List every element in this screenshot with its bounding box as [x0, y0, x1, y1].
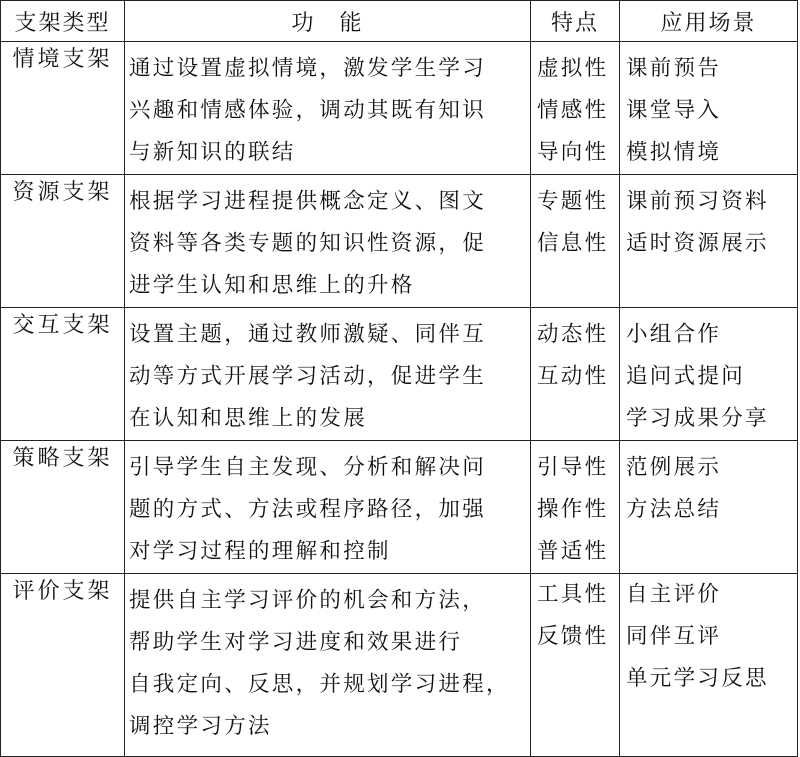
cell-function [125, 175, 531, 308]
function-text-line: 自我定向、反思，并规划学习进程， [129, 672, 510, 697]
function-text-line: 题的方式、方法或程序路径，加强 [129, 497, 487, 522]
cell-scene [620, 441, 798, 574]
feature-text-line: 虚拟性 [537, 56, 609, 81]
function-text-line: 在认知和思维上的发展 [129, 406, 368, 431]
function-text-line: 设置主题，通过教师激疑、同伴互 [129, 322, 487, 347]
feature-text-lines [531, 175, 619, 265]
function-text-lines [125, 42, 530, 174]
scene-text-line: 范例展示 [626, 455, 722, 480]
cell-feature [531, 42, 620, 175]
header-feature: 特点 [531, 1, 620, 42]
scene-text-lines [620, 42, 797, 174]
function-text-line: 引导学生自主发现、分析和解决问 [129, 455, 487, 480]
scene-text-line: 课前预告 [626, 56, 722, 81]
cell-scaffold-type: 交互支架 [1, 308, 125, 441]
feature-text-lines [531, 42, 619, 174]
table-header-row [1, 1, 798, 42]
scene-text-line: 自主评价 [626, 582, 722, 607]
scene-text-line: 追问式提问 [626, 364, 746, 389]
scene-text-line: 模拟情境 [626, 140, 722, 165]
cell-feature [531, 308, 620, 441]
header-function: 功 能 [125, 1, 531, 42]
cell-feature [531, 574, 620, 757]
cell-function [125, 308, 531, 441]
function-text-lines [125, 441, 530, 573]
cell-function [125, 441, 531, 574]
cell-scaffold-type: 评价支架 [1, 574, 125, 757]
feature-text-line: 互动性 [537, 364, 609, 389]
feature-text-line: 动态性 [537, 322, 609, 347]
function-text-line: 兴趣和情感体验，调动其既有知识 [129, 98, 487, 123]
scene-text-line: 课堂导入 [626, 98, 722, 123]
cell-scene [620, 175, 798, 308]
table-row [1, 441, 798, 574]
scene-text-line: 课前预习资料 [626, 189, 769, 214]
function-text-line: 提供自主学习评价的机会和方法， [129, 588, 487, 613]
function-text-lines [125, 574, 530, 748]
cell-feature [531, 441, 620, 574]
function-text-line: 根据学习进程提供概念定义、图文 [129, 189, 487, 214]
feature-text-line: 普适性 [537, 539, 609, 564]
cell-scene [620, 574, 798, 757]
feature-text-lines [531, 574, 619, 658]
cell-scaffold-type: 情境支架 [1, 42, 125, 175]
function-text-line: 帮助学生对学习进度和效果进行 [129, 630, 463, 655]
cell-scene [620, 42, 798, 175]
scene-text-line: 适时资源展示 [626, 231, 769, 256]
cell-scaffold-type: 策略支架 [1, 441, 125, 574]
table-body [1, 42, 798, 757]
scene-text-line: 小组合作 [626, 322, 722, 347]
header-type: 支架类型 [1, 1, 125, 42]
scene-text-line: 同伴互评 [626, 624, 722, 649]
cell-feature [531, 175, 620, 308]
function-text-line: 对学习过程的理解和控制 [129, 539, 391, 564]
function-text-line: 通过设置虚拟情境，激发学生学习 [129, 56, 487, 81]
scene-text-lines [620, 441, 797, 531]
header-scene: 应用场景 [620, 1, 798, 42]
table-row [1, 574, 798, 757]
function-text-lines [125, 175, 530, 307]
function-text-line: 动等方式开展学习活动，促进学生 [129, 364, 487, 389]
feature-text-line: 工具性 [537, 582, 609, 607]
feature-text-line: 反馈性 [537, 624, 609, 649]
function-text-line: 进学生认知和思维上的升格 [129, 273, 415, 298]
table-row [1, 42, 798, 175]
feature-text-line: 情感性 [537, 98, 609, 123]
scene-text-lines [620, 574, 797, 700]
scene-text-line: 学习成果分享 [626, 406, 769, 431]
function-text-line: 调控学习方法 [129, 714, 272, 739]
cell-scene [620, 308, 798, 441]
feature-text-lines [531, 441, 619, 573]
feature-text-line: 操作性 [537, 497, 609, 522]
function-text-line: 资料等各类专题的知识性资源，促 [129, 231, 487, 256]
table-row [1, 175, 798, 308]
scene-text-lines [620, 308, 797, 440]
function-text-lines [125, 308, 530, 440]
scene-text-lines [620, 175, 797, 265]
feature-text-line: 导向性 [537, 140, 609, 165]
cell-scaffold-type: 资源支架 [1, 175, 125, 308]
feature-text-line: 专题性 [537, 189, 609, 214]
table-row [1, 308, 798, 441]
function-text-line: 与新知识的联结 [129, 140, 296, 165]
scene-text-line: 方法总结 [626, 497, 722, 522]
cell-function [125, 574, 531, 757]
feature-text-line: 引导性 [537, 455, 609, 480]
scene-text-line: 单元学习反思 [626, 666, 769, 691]
cell-function [125, 42, 531, 175]
feature-text-line: 信息性 [537, 231, 609, 256]
feature-text-lines [531, 308, 619, 398]
